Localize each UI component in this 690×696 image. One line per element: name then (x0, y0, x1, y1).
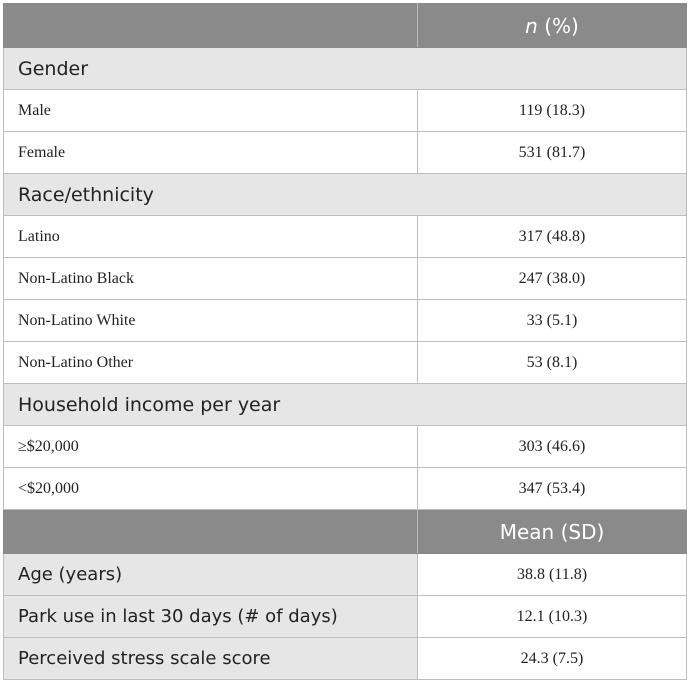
row-value: 531 (81.7) (418, 132, 687, 174)
row-value: 119 (18.3) (418, 90, 687, 132)
row-label: Non-Latino White (4, 300, 418, 342)
row-value: 38.8 (11.8) (418, 554, 687, 596)
row-value: 347 (53.4) (418, 468, 687, 510)
table-row (4, 554, 687, 596)
header-n-italic: n (525, 13, 538, 38)
table-row (4, 90, 687, 132)
header-percent-label: (%) (537, 13, 579, 38)
table-row (4, 300, 687, 342)
row-value: 303 (46.6) (418, 426, 687, 468)
section-header-income (4, 384, 687, 426)
header-row-n-percent (4, 4, 687, 48)
section-title: Race/ethnicity (4, 174, 687, 216)
table-row (4, 638, 687, 680)
row-value: 53 (8.1) (418, 342, 687, 384)
header-mean-sd: Mean (SD) (418, 510, 687, 554)
table-row (4, 342, 687, 384)
table-row (4, 258, 687, 300)
header-blank-cell (4, 4, 418, 48)
row-value: 24.3 (7.5) (418, 638, 687, 680)
row-label: Female (4, 132, 418, 174)
row-value: 317 (48.8) (418, 216, 687, 258)
row-label: Male (4, 90, 418, 132)
row-label: Age (years) (4, 554, 418, 596)
section-header-gender (4, 48, 687, 90)
row-label: ≥$20,000 (4, 426, 418, 468)
header-n-percent (418, 4, 687, 48)
table-row (4, 596, 687, 638)
table-row (4, 216, 687, 258)
row-value: 33 (5.1) (418, 300, 687, 342)
header-blank-cell (4, 510, 418, 554)
row-label: Perceived stress scale score (4, 638, 418, 680)
table-row (4, 426, 687, 468)
row-value: 12.1 (10.3) (418, 596, 687, 638)
section-title: Gender (4, 48, 687, 90)
section-title: Household income per year (4, 384, 687, 426)
row-label: Non-Latino Black (4, 258, 418, 300)
section-header-race (4, 174, 687, 216)
row-label: <$20,000 (4, 468, 418, 510)
row-label: Latino (4, 216, 418, 258)
header-row-mean-sd (4, 510, 687, 554)
table-row (4, 468, 687, 510)
row-value: 247 (38.0) (418, 258, 687, 300)
demographics-table (3, 3, 687, 680)
row-label: Park use in last 30 days (# of days) (4, 596, 418, 638)
table-row (4, 132, 687, 174)
row-label: Non-Latino Other (4, 342, 418, 384)
